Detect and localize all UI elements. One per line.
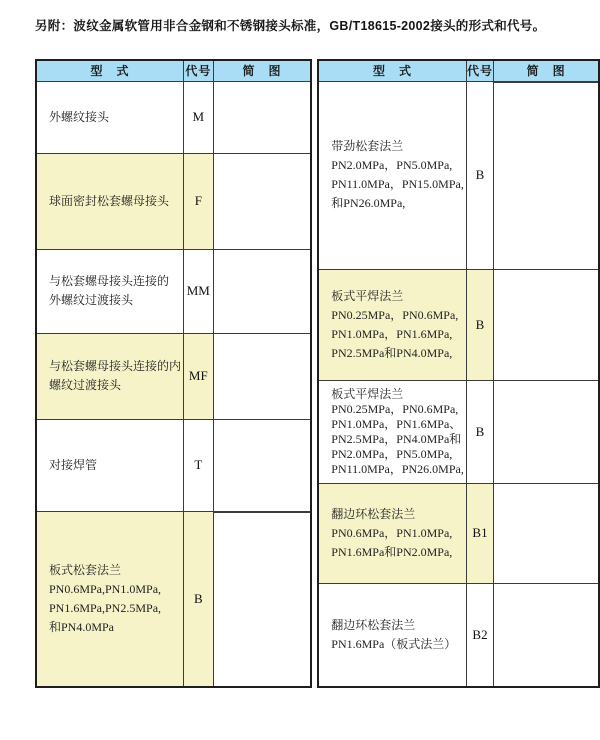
type-line: 球面密封松套螺母接头 [49, 193, 170, 208]
type-cell [36, 153, 184, 249]
diagram-stack [214, 512, 311, 513]
type-cell [318, 269, 466, 380]
table-row [36, 249, 311, 333]
diagram-cell [213, 249, 311, 333]
type-line: PN0.25MPa，PN0.6MPa, [331, 307, 459, 322]
type-line: PN1.6MPa和PN2.0MPa, [331, 544, 453, 559]
table-row [318, 269, 599, 380]
type-line: 螺纹过渡接头 [49, 378, 122, 392]
table-head [36, 60, 311, 81]
type-cell [36, 419, 184, 511]
table-body [318, 81, 599, 687]
type-line: 翻边环松套法兰 [331, 617, 416, 632]
type-line: PN11.0MPa，PN26.0MPa, [331, 461, 464, 476]
diagram-cell [213, 419, 311, 511]
table-row [36, 333, 311, 419]
type-line: PN0.6MPa,PN1.0MPa, [49, 581, 162, 596]
table-row [36, 153, 311, 249]
type-line: 外螺纹接头 [49, 109, 110, 124]
table-row [318, 583, 599, 687]
diagram-cell [213, 511, 311, 687]
diagram-cell [494, 583, 599, 687]
type-line: PN1.0MPa，PN1.6MPa, [331, 326, 453, 341]
diagram-cell [494, 269, 599, 380]
type-line: PN2.0MPa，PN5.0MPa, [331, 446, 453, 461]
diagram-cell [494, 483, 599, 583]
type-line: 和PN4.0MPa [49, 619, 115, 634]
code-cell: F [184, 153, 214, 249]
diagram-cell [494, 380, 599, 483]
code-cell: B [466, 269, 493, 380]
column-header-code: 代号 [184, 60, 214, 81]
table-row [36, 419, 311, 511]
type-line: 与松套螺母接头连接的内 [49, 359, 182, 373]
code-cell: B [466, 380, 493, 483]
type-line: PN1.6MPa,PN2.5MPa, [49, 600, 162, 615]
diagram-cell [213, 81, 311, 153]
fitting-diagram-flange-collar-icon [494, 82, 598, 83]
fittings-table-left [35, 59, 312, 688]
type-line: 外螺纹过渡接头 [49, 293, 134, 307]
column-header-diagram: 简 图 [494, 60, 599, 81]
type-cell [36, 333, 184, 419]
table-body [36, 81, 311, 687]
header-row [318, 60, 599, 81]
header-row [36, 60, 311, 81]
type-cell [36, 511, 184, 687]
code-cell: T [184, 419, 214, 511]
page-title: 另附：波纹金属软管用非合金钢和不锈钢接头标准，GB/T18615-2002接头的形式和代号。 [35, 19, 546, 33]
diagram-cell [213, 153, 311, 249]
type-line: PN0.25MPa，PN0.6MPa, [331, 401, 459, 416]
type-line: 对接焊管 [49, 457, 98, 472]
table-row [318, 81, 599, 269]
type-line: PN1.6MPa（板式法兰） [331, 636, 457, 651]
type-line: 带劲松套法兰 [331, 139, 404, 153]
type-line: PN2.5MPa和PN4.0MPa, [331, 345, 453, 360]
column-header-type: 型 式 [36, 60, 184, 81]
fitting-diagram-flange-collar-icon [214, 512, 311, 513]
type-cell [36, 249, 184, 333]
code-cell: B1 [466, 483, 493, 583]
diagram-cell [213, 333, 311, 419]
table-head [318, 60, 599, 81]
tables-container [35, 59, 600, 688]
code-cell: B [184, 511, 214, 687]
diagram-cell [494, 81, 599, 269]
code-cell: MM [184, 249, 214, 333]
table-row [318, 380, 599, 483]
column-header-code: 代号 [466, 60, 493, 81]
type-cell [318, 81, 466, 269]
table-row [36, 511, 311, 687]
code-cell: B [466, 81, 493, 269]
column-header-diagram: 简 图 [213, 60, 311, 81]
type-cell [36, 81, 184, 153]
type-cell [318, 483, 466, 583]
diagram-stack [494, 82, 598, 83]
type-line: PN2.0MPa，PN5.0MPa, [331, 158, 453, 172]
type-cell [318, 380, 466, 483]
type-line: 与松套螺母接头连接的 [49, 274, 170, 288]
table-row [318, 483, 599, 583]
type-line: PN1.0MPa，PN1.6MPa、 [331, 416, 462, 431]
type-cell [318, 583, 466, 687]
type-line: PN11.0MPa，PN15.0MPa, [331, 177, 464, 191]
type-line: 板式平焊法兰 [331, 386, 404, 401]
code-cell: MF [184, 333, 214, 419]
table-row [36, 81, 311, 153]
type-line: 板式松套法兰 [49, 562, 122, 577]
type-line: 翻边环松套法兰 [331, 506, 416, 521]
type-line: PN0.6MPa，PN1.0MPa, [331, 525, 453, 540]
type-line: 和PN26.0MPa, [331, 196, 406, 210]
code-cell: B2 [466, 583, 493, 687]
code-cell: M [184, 81, 214, 153]
fittings-table-right [317, 59, 600, 688]
column-header-type: 型 式 [318, 60, 466, 81]
type-line: PN2.5MPa，PN4.0MPa和 [331, 431, 462, 446]
type-line: 板式平焊法兰 [331, 288, 404, 303]
